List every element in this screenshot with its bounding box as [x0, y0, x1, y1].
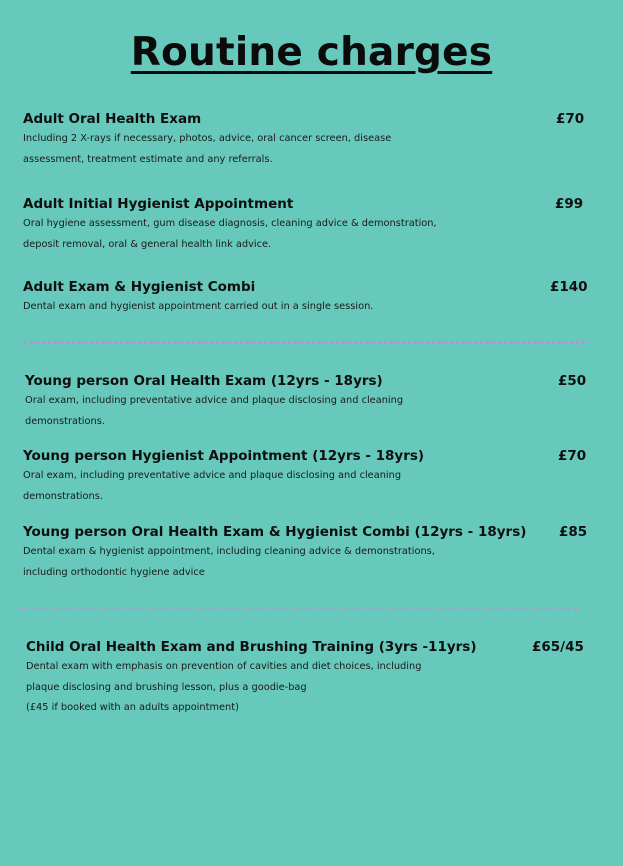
description-line: (£45 if booked with an adults appointment) — [26, 702, 239, 713]
charge-item-young-person-combi — [23, 522, 589, 583]
description-line: demonstrations. — [25, 415, 105, 427]
description-line: deposit removal, oral & general health link advice. — [23, 238, 272, 250]
charge-description — [23, 542, 589, 583]
charge-price: £70 — [556, 111, 585, 127]
charge-price: £50 — [558, 373, 587, 389]
charge-name: Adult Initial Hygienist Appointment — [23, 196, 294, 212]
section-divider — [20, 607, 577, 610]
charge-name: Young person Oral Health Exam & Hygienist Combi (12yrs - 18yrs) — [23, 524, 527, 540]
description-line: demonstrations. — [23, 490, 103, 502]
charge-description — [23, 129, 589, 170]
charge-description — [23, 297, 589, 318]
charge-item-young-person-oral-health-exam — [25, 371, 591, 432]
charge-price: £140 — [550, 279, 588, 295]
charge-name: Adult Exam & Hygienist Combi — [23, 279, 256, 295]
charge-price: £70 — [558, 448, 587, 464]
charge-item-adult-oral-health-exam — [23, 109, 589, 170]
description-line: Including 2 X-rays if necessary, photos, advice, oral cancer screen, disease — [23, 133, 392, 144]
charge-item-young-person-hygienist — [23, 446, 589, 507]
description-line: assessment, treatment estimate and any referrals. — [23, 153, 273, 165]
charge-description — [26, 657, 592, 719]
section-divider — [23, 341, 585, 344]
description-line: Oral hygiene assessment, gum disease diagnosis, cleaning advice & demonstration, — [23, 218, 437, 229]
charge-item-child-oral-health-exam — [26, 637, 592, 719]
description-line: Oral exam, including preventative advice and plaque disclosing and cleaning — [23, 470, 402, 481]
description-line: Dental exam & hygienist appointment, including cleaning advice & demonstrations, — [23, 546, 435, 557]
charge-description — [25, 391, 591, 432]
description-line: Dental exam with emphasis on prevention of cavities and diet choices, including — [26, 661, 422, 672]
charge-price: £99 — [555, 196, 584, 212]
description-line: Oral exam, including preventative advice and plaque disclosing and cleaning — [25, 395, 404, 406]
charge-name: Young person Hygienist Appointment (12yrs - 18yrs) — [23, 448, 425, 464]
charge-description — [23, 214, 589, 255]
charge-name: Adult Oral Health Exam — [23, 111, 202, 127]
charge-description — [23, 466, 589, 507]
page-title: Routine charges — [130, 30, 493, 75]
charge-item-adult-exam-hygienist-combi — [23, 277, 589, 318]
charge-name: Young person Oral Health Exam (12yrs - 18yrs) — [25, 373, 383, 389]
charge-name: Child Oral Health Exam and Brushing Training (3yrs -11yrs) — [26, 639, 477, 655]
description-line: including orthodontic hygiene advice — [23, 566, 205, 578]
charge-price: £85 — [559, 524, 588, 540]
description-line: Dental exam and hygienist appointment carried out in a single session. — [23, 301, 374, 312]
charge-item-adult-initial-hygienist — [23, 194, 589, 255]
charge-price: £65/45 — [532, 639, 584, 655]
description-line: plaque disclosing and brushing lesson, plus a goodie-bag — [26, 681, 307, 693]
